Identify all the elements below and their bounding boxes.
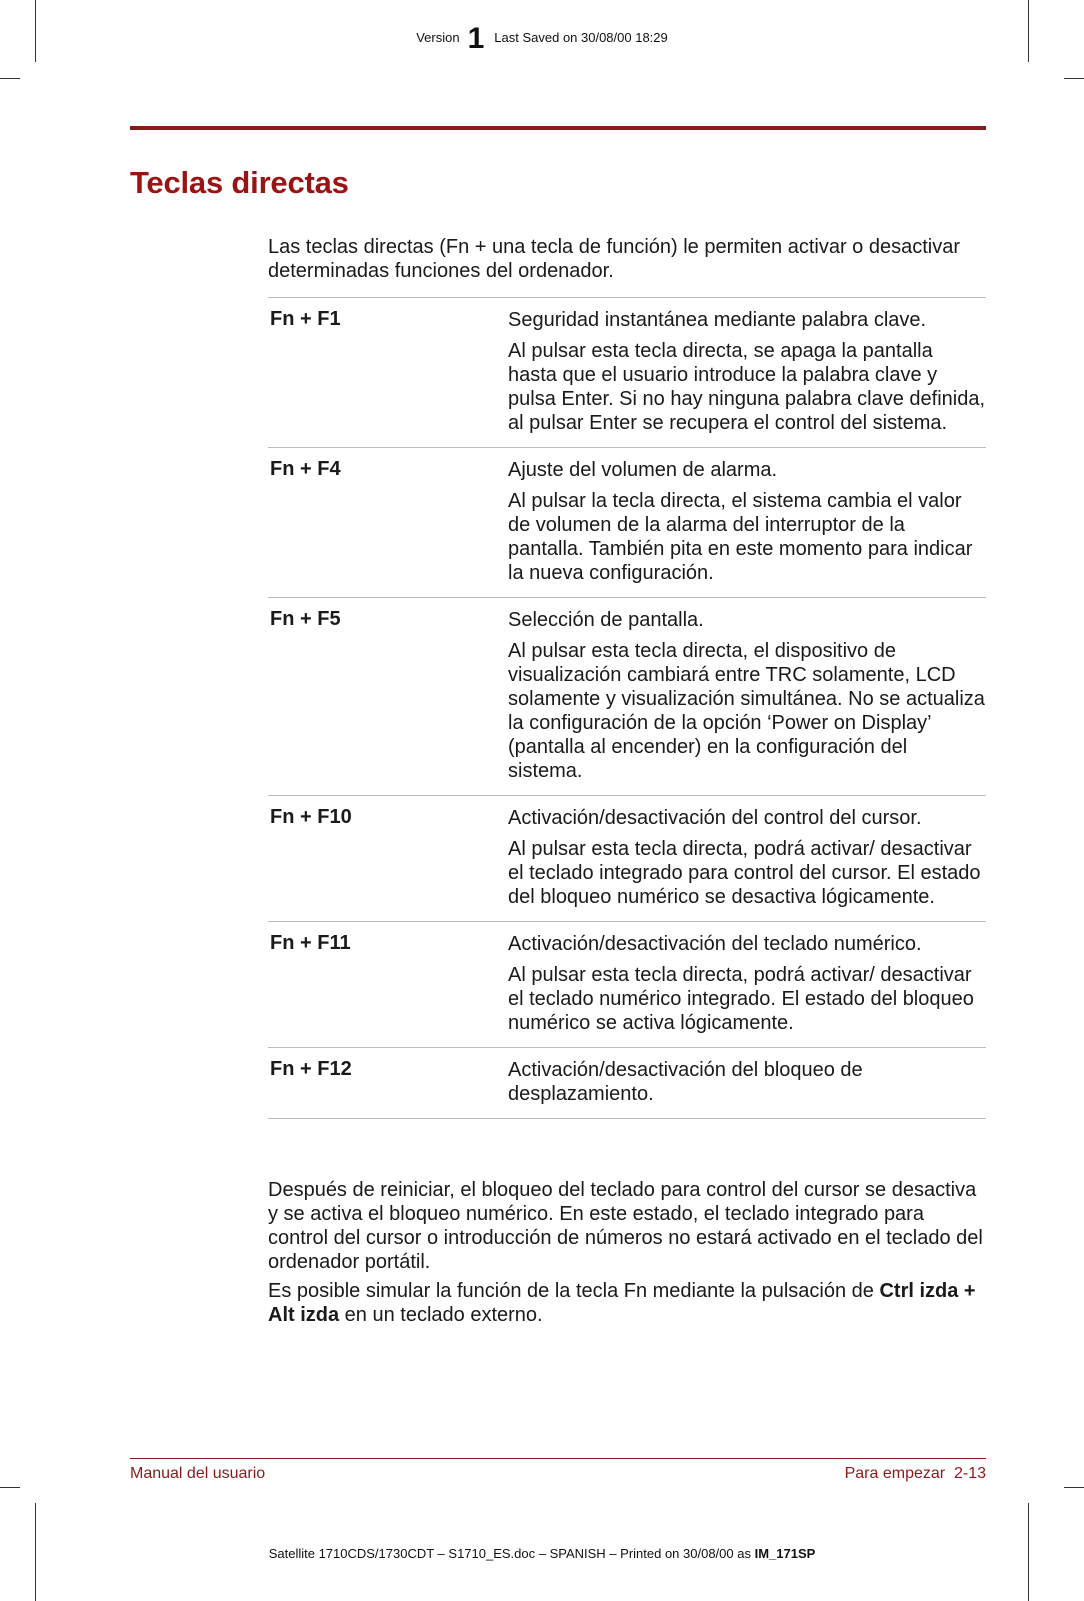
last-saved: Last Saved on 30/08/00 18:29 <box>494 30 668 45</box>
page-title: Teclas directas <box>130 165 349 200</box>
print-info-code: IM_171SP <box>754 1546 816 1561</box>
hotkey-table <box>268 297 986 1119</box>
reset-note-paragraph: Después de reiniciar, el bloqueo del teclado para control del cursor se desactiva y se activa el bloqueo numérico. En este estado, el teclado integrado para control del cursor o introducción de números no estará activado en el teclado del ordenador portátil. <box>268 1179 983 1273</box>
version-label: Version <box>416 30 460 45</box>
hotkey-row <box>268 1048 986 1119</box>
hotkey-description <box>508 448 986 598</box>
hotkey-key: Fn + F4 <box>270 458 341 480</box>
hotkey-key: Fn + F11 <box>270 932 351 954</box>
top-rule <box>130 126 986 130</box>
hotkey-detail: Al pulsar esta tecla directa, el dispositivo de visualización cambiará entre TRC solamente, LCD solamente y visualización simultánea. No se actualiza la configuración de la opción ‘Power on Display’ (pantalla al encender) en la configuración del sistema. <box>508 640 985 782</box>
hotkey-summary: Seguridad instantánea mediante palabra clave. <box>508 309 927 331</box>
version-header <box>0 22 1084 56</box>
hotkey-detail: Al pulsar la tecla directa, el sistema cambia el valor de volumen de la alarma del interruptor de la pantalla. También pita en este momento para indicar la nueva configuración. <box>508 490 973 584</box>
hotkey-key: Fn + F12 <box>270 1058 352 1080</box>
crop-mark <box>1064 1487 1084 1488</box>
key-combination: Ctrl izda + Alt izda <box>268 1280 976 1326</box>
footer-rule <box>130 1458 986 1459</box>
paragraph-text: Es posible simular la función de la tecla Fn mediante la pulsación de <box>268 1280 880 1302</box>
hotkey-detail: Al pulsar esta tecla directa, podrá activar/ desactivar el teclado numérico integrado. El estado del bloqueo numérico se activa lógicamente. <box>508 964 974 1034</box>
hotkey-key: Fn + F10 <box>270 806 352 828</box>
crop-mark <box>1064 78 1084 79</box>
hotkey-row <box>268 448 986 598</box>
hotkey-description <box>508 1048 986 1119</box>
crop-mark <box>0 1487 20 1488</box>
version-number: 1 <box>467 22 485 55</box>
crop-mark <box>0 78 20 79</box>
hotkey-key: Fn + F5 <box>270 608 341 630</box>
hotkey-row <box>268 298 986 448</box>
hotkey-description <box>508 598 986 796</box>
footer-page-number: Para empezar 2-13 <box>844 1465 986 1482</box>
fn-simulation-paragraph <box>268 1279 986 1327</box>
paragraph-text: en un teclado externo. <box>339 1304 543 1326</box>
hotkey-detail: Al pulsar esta tecla directa, podrá activar/ desactivar el teclado integrado para control del cursor. El estado del bloqueo numérico se desactiva lógicamente. <box>508 838 981 908</box>
hotkey-row <box>268 796 986 922</box>
hotkey-summary: Activación/desactivación del bloqueo de desplazamiento. <box>508 1059 863 1105</box>
hotkey-key: Fn + F1 <box>270 308 341 330</box>
hotkey-row <box>268 598 986 796</box>
hotkey-summary: Ajuste del volumen de alarma. <box>508 459 778 481</box>
hotkey-description <box>508 922 986 1048</box>
hotkey-detail: Al pulsar esta tecla directa, se apaga la pantalla hasta que el usuario introduce la palabra clave y pulsa Enter. Si no hay ninguna palabra clave definida, al pulsar Enter se recupera el control del sistema. <box>508 340 986 434</box>
print-info <box>0 1546 1084 1561</box>
footer-manual-title: Manual del usuario <box>130 1465 266 1482</box>
hotkey-summary: Activación/desactivación del control del cursor. <box>508 807 922 829</box>
hotkey-description <box>508 298 986 448</box>
hotkey-row <box>268 922 986 1048</box>
hotkey-description <box>508 796 986 922</box>
hotkey-summary: Selección de pantalla. <box>508 609 704 631</box>
print-info-text: Satellite 1710CDS/1730CDT – S1710_ES.doc – SPANISH – Printed on 30/08/00 as <box>268 1546 755 1561</box>
hotkey-summary: Activación/desactivación del teclado numérico. <box>508 933 922 955</box>
intro-paragraph: Las teclas directas (Fn + una tecla de función) le permiten activar o desactivar determinadas funciones del ordenador. <box>268 236 961 282</box>
